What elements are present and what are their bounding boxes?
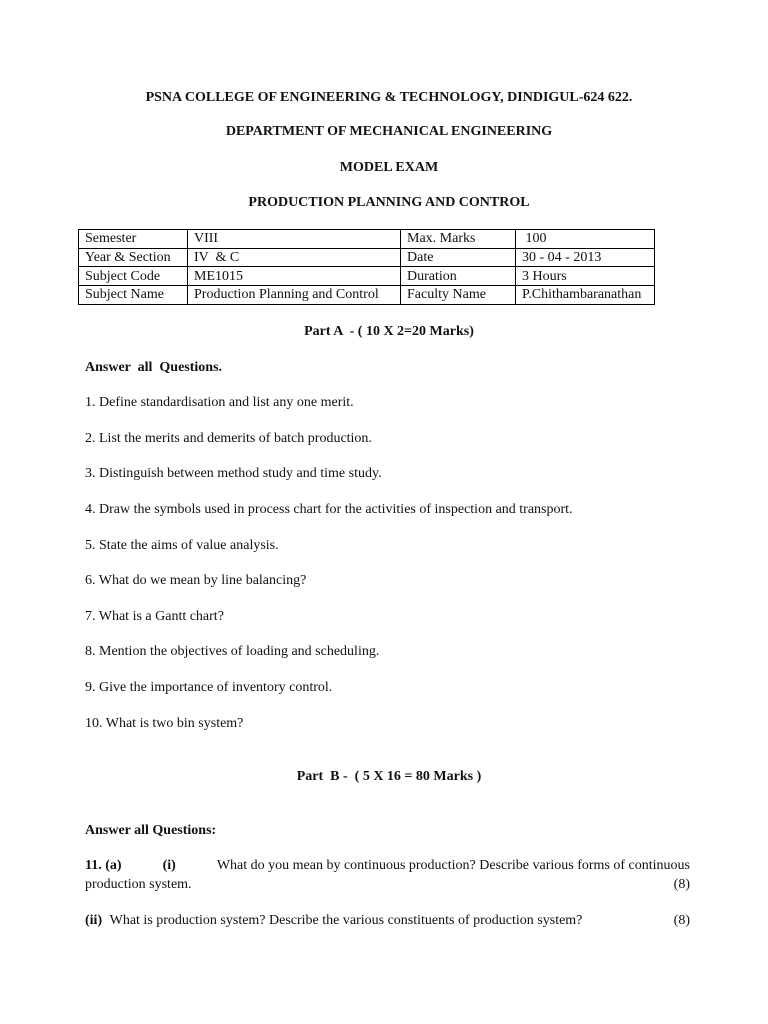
- table-cell: Subject Code: [79, 267, 188, 286]
- table-row: [79, 248, 655, 267]
- table-row: [79, 230, 655, 249]
- part-a-instruction: Answer all Questions.: [85, 360, 223, 375]
- question-text: What is production system? Describe the various constituents of production system?: [109, 913, 583, 928]
- sub-question-label: (i): [162, 858, 176, 873]
- question-11a-i-line1: [85, 858, 690, 874]
- part-a-title: Part A - ( 10 X 2=20 Marks): [304, 324, 474, 339]
- question-item: 5. State the aims of value analysis.: [85, 538, 279, 553]
- table-cell: VIII: [188, 230, 401, 249]
- subject-title: PRODUCTION PLANNING AND CONTROL: [248, 195, 530, 210]
- question-item: 10. What is two bin system?: [85, 716, 244, 731]
- question-item: 3. Distinguish between method study and time study.: [85, 466, 382, 481]
- part-b-instruction: Answer all Questions:: [85, 823, 217, 838]
- table-row: [79, 267, 655, 286]
- exam-info-table: [78, 229, 655, 305]
- table-cell: Faculty Name: [401, 286, 516, 305]
- college-title: PSNA COLLEGE OF ENGINEERING & TECHNOLOGY, DINDIGUL-624 622.: [145, 90, 633, 105]
- question-text: What do you mean by continuous production? Describe various forms of continuous: [216, 858, 690, 873]
- exam-title: MODEL EXAM: [339, 160, 439, 175]
- table-cell: Semester: [79, 230, 188, 249]
- table-row: [79, 286, 655, 305]
- question-item: 8. Mention the objectives of loading and scheduling.: [85, 644, 380, 659]
- table-cell: ME1015: [188, 267, 401, 286]
- question-item: 2. List the merits and demerits of batch production.: [85, 431, 372, 446]
- table-cell: Year & Section: [79, 248, 188, 267]
- question-11a-ii: [85, 913, 690, 929]
- table-cell: IV & C: [188, 248, 401, 267]
- marks-label: (8): [673, 913, 690, 928]
- table-cell: Duration: [401, 267, 516, 286]
- question-item: 7. What is a Gantt chart?: [85, 609, 224, 624]
- part-b-title: Part B - ( 5 X 16 = 80 Marks ): [296, 769, 482, 784]
- table-cell: Max. Marks: [401, 230, 516, 249]
- table-cell: 3 Hours: [516, 267, 655, 286]
- marks-label: (8): [673, 877, 690, 892]
- question-number: 11. (a): [85, 858, 122, 873]
- question-item: 9. Give the importance of inventory control.: [85, 680, 333, 695]
- question-item: 6. What do we mean by line balancing?: [85, 573, 307, 588]
- table-cell: Production Planning and Control: [188, 286, 401, 305]
- table-cell: P.Chithambaranathan: [516, 286, 655, 305]
- table-cell: 100: [516, 230, 655, 249]
- department-title: DEPARTMENT OF MECHANICAL ENGINEERING: [225, 124, 553, 139]
- table-cell: Subject Name: [79, 286, 188, 305]
- question-item: 4. Draw the symbols used in process chart for the activities of inspection and transport.: [85, 502, 573, 517]
- table-cell: 30 - 04 - 2013: [516, 248, 655, 267]
- question-item: 1. Define standardisation and list any one merit.: [85, 395, 354, 410]
- table-cell: Date: [401, 248, 516, 267]
- question-11a-i-line2: [85, 877, 690, 893]
- sub-question-label: (ii): [85, 913, 103, 928]
- question-text: production system.: [85, 877, 192, 892]
